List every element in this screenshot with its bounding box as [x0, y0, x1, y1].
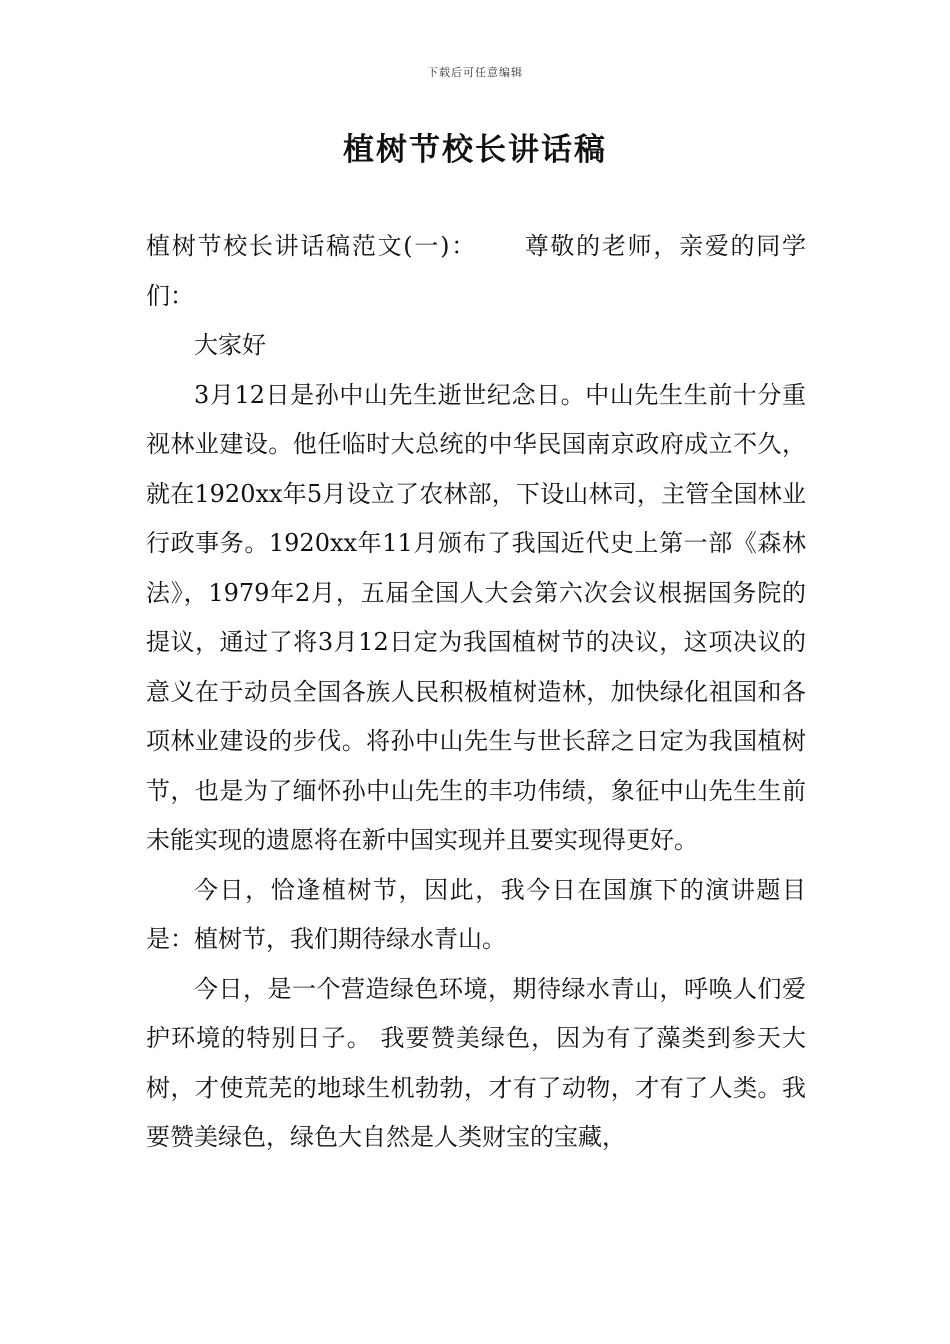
intro-salutation: 尊敬的老师，亲爱的同学们： — [146, 232, 807, 310]
document-title: 植树节校长讲话稿 — [343, 132, 607, 168]
body-paragraph: 3月12日是孙中山先生逝世纪念日。中山先生生前十分重视林业建设。他任临时大总统的中华民国南京政府成立不久，就在1920xx年5月设立了农林部，下设山林司，主管全国林业行政事务。1920xx年11月颁布了我国近代史上第一部《森林法》，1979年2月，五届全国人大会第六次会议根据国务院的提议，通过了将3月12日定为我国植树节的决议，这项决议的意义在于动员全国各族人民积极植树造林，加快绿化祖国和各项林业建设的步伐。将孙中山先生与世长辞之日定为我国植树节，也是为了缅怀孙中山先生的丰功伟绩，象征中山先生生前未能实现的遗愿将在新中国实现并且要实现得更好。 — [146, 380, 806, 854]
document-body — [146, 222, 806, 1163]
body-paragraph: 今日，恰逢植树节，因此，我今日在国旗下的演讲题目是：植树节，我们期待绿水青山。 — [146, 875, 806, 953]
body-paragraph: 今日，是一个营造绿色环境，期待绿水青山，呼唤人们爱护环境的特别日子。 我要赞美绿色，因为有了藻类到参天大树，才使荒芜的地球生机勃勃，才有了动物，才有了人类。我要赞美绿色，绿色大自然是人类财宝的宝藏， — [146, 974, 806, 1151]
header-note: 下载后可任意编辑 — [427, 66, 523, 79]
intro-label: 植树节校长讲话稿范文(一)： — [146, 232, 477, 260]
intro-paragraph — [146, 222, 806, 321]
greeting-paragraph: 大家好 — [194, 331, 266, 359]
